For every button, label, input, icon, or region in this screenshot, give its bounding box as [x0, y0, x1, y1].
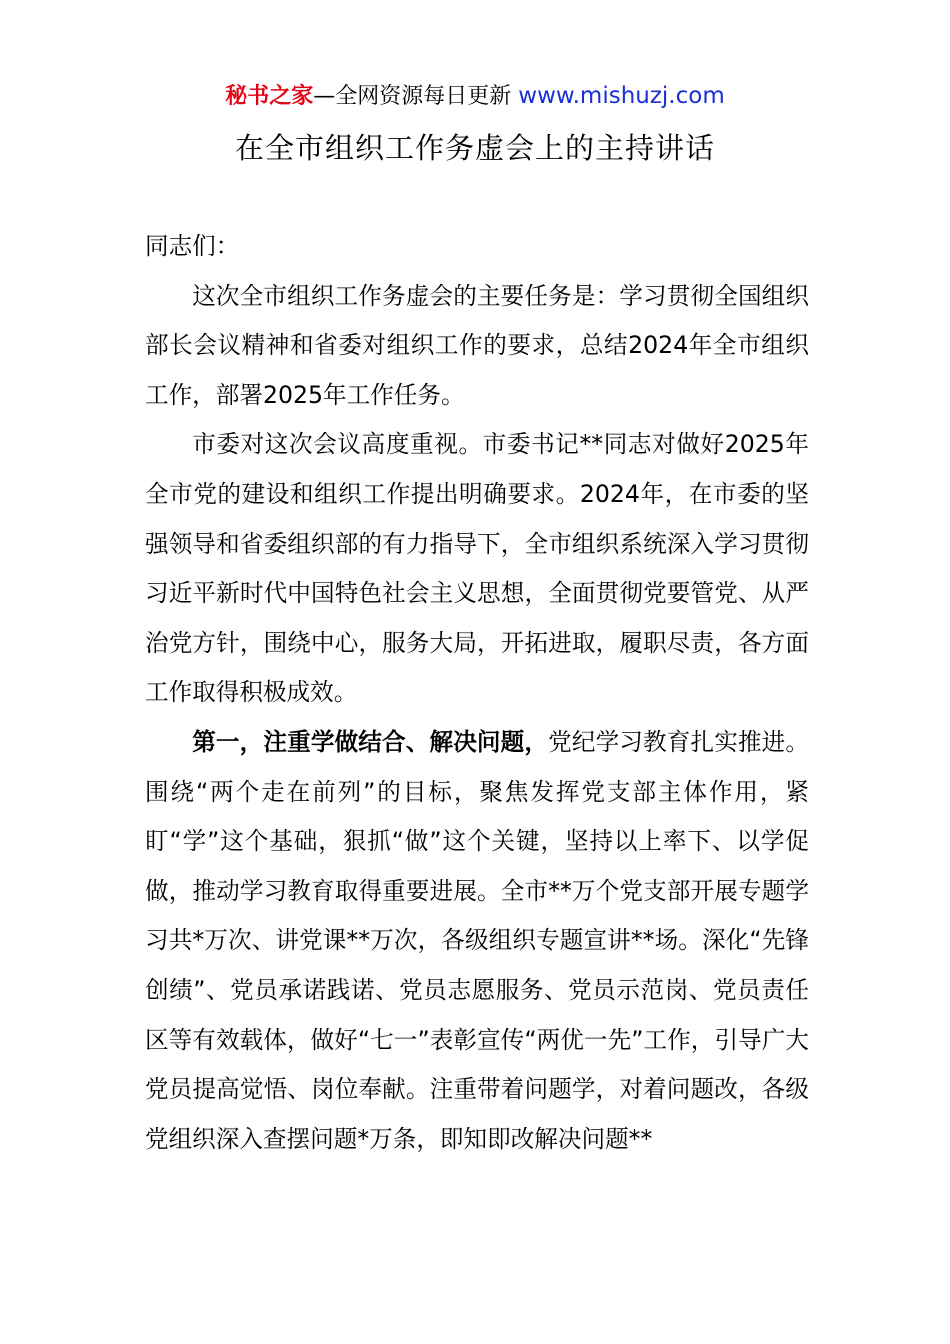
- document-title: 在全市组织工作务虚会上的主持讲话: [234, 131, 715, 165]
- site-name: 秘书之家: [225, 84, 314, 109]
- site-url-link[interactable]: www.mishuzj.com: [518, 83, 725, 109]
- paragraph-3-lead: 第一，注重学做结合、解决问题，: [192, 727, 549, 756]
- paragraph-3-text: 党纪学习教育扎实推进。围绕“两个走在前列”的目标，聚焦发挥党支部主体作用，紧盯“学”这个基础，狠抓“做”这个关键，坚持以上率下、以学促做，推动学习教育取得重要进展。全市**万个党支部开展专题学习共*万次、讲党课**万次，各级组织专题宣讲**场。深化“先锋创绩”、党员承诺践诺、党员志愿服务、党员示范岗、党员责任区等有效载体，做好“七一”表彰宣传“两优一先”工作，引导广大党员提高觉悟、岗位奉献。注重带着问题学，对着问题改，各级党组织深入查摆问题*万条，即知即改解决问题**: [145, 727, 810, 1153]
- paragraph-3: [145, 718, 809, 1164]
- paragraph-2: 市委对这次会议高度重视。市委书记**同志对做好2025年全市党的建设和组织工作提出明确要求。2024年，在市委的坚强领导和省委组织部的有力指导下，全市组织系统深入学习贯彻习近平新时代中国特色社会主义思想，全面贯彻党要管党、从严治党方针，围绕中心，服务大局，开拓进取，履职尽责，各方面工作取得积极成效。: [145, 430, 809, 707]
- salutation: 同志们：: [145, 232, 240, 260]
- site-header: [0, 80, 950, 113]
- document-body: [145, 222, 809, 1164]
- site-tagline: —全网资源每日更新: [313, 84, 512, 109]
- paragraph-1: 这次全市组织工作务虚会的主要任务是：学习贯彻全国组织部长会议精神和省委对组织工作的要求，总结2024年全市组织工作，部署2025年工作任务。: [145, 281, 809, 409]
